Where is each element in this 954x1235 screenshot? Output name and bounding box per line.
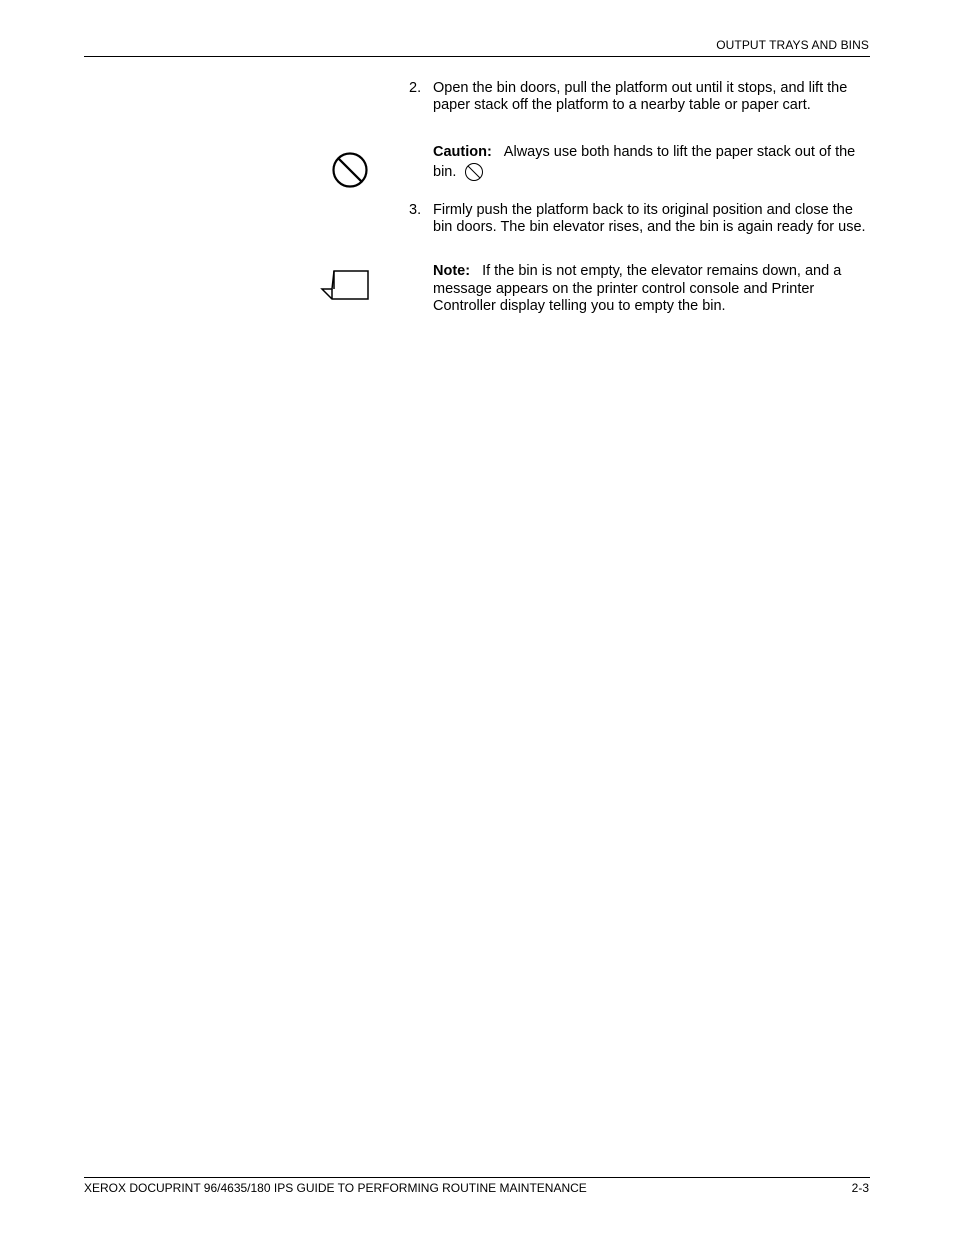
- caution-text: Always use both hands to lift the paper stack out of the bin.: [433, 144, 856, 180]
- note-text: If the bin is not empty, the elevator remains down, and a message appears on the printer control console and Printer Controller display telling you to empty the bin.: [433, 263, 842, 314]
- caution-prohibition-icon: [331, 151, 371, 191]
- page-number: 2-3: [851, 1181, 869, 1195]
- caution-callout: [433, 144, 873, 182]
- step-item-2: [409, 80, 871, 114]
- note-page-icon: [320, 269, 372, 303]
- step-item-3: [409, 202, 871, 236]
- footer-guide-title: XEROX DOCUPRINT 96/4635/180 IPS GUIDE TO PERFORMING ROUTINE MAINTENANCE: [84, 1181, 587, 1195]
- caution-inline-icon: [464, 162, 484, 182]
- caution-label: Caution:: [433, 144, 492, 160]
- footer-rule: [84, 1177, 870, 1178]
- running-header: OUTPUT TRAYS AND BINS: [716, 38, 869, 52]
- note-callout: [433, 263, 873, 316]
- step-number: 2.: [409, 80, 422, 96]
- step-text: Open the bin doors, pull the platform out until it stops, and lift the paper stack off the platform to a nearby table or paper cart.: [433, 80, 848, 113]
- header-rule: [84, 56, 870, 57]
- note-label: Note:: [433, 263, 471, 279]
- step-text: Firmly push the platform back to its original position and close the bin doors. The bin elevator rises, and the bin is again ready for use.: [433, 202, 866, 235]
- step-number: 3.: [409, 202, 422, 218]
